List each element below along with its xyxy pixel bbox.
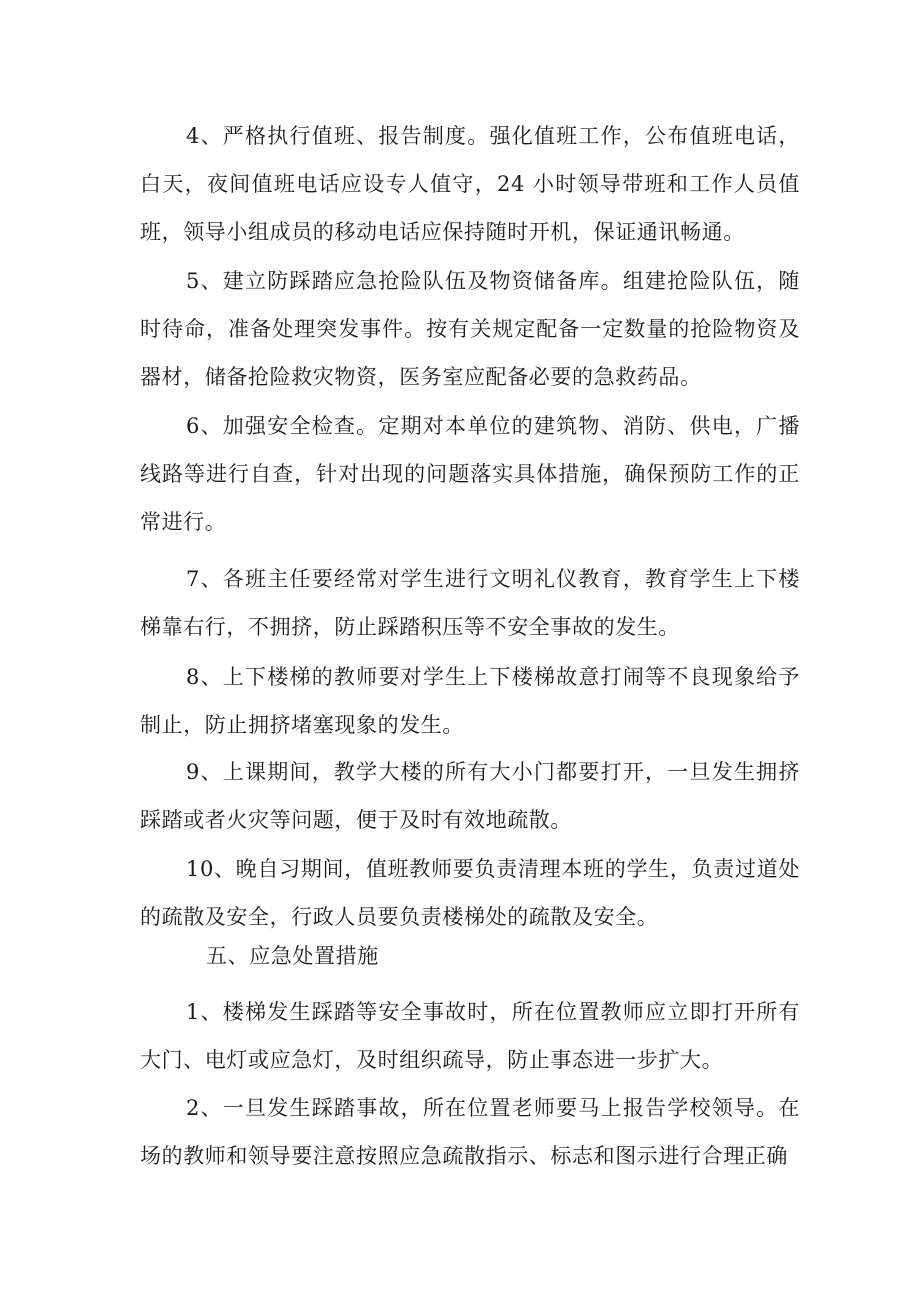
paragraph-10: 10、晚自习期间，值班教师要负责清理本班的学生，负责过道处的疏散及安全，行政人员要负责楼梯处的疏散及安全。	[140, 857, 800, 929]
paragraph-7: 7、各班主任要经常对学生进行文明礼仪教育，教育学生上下楼梯靠右行，不拥挤，防止踩踏积压等不安全事故的发生。	[140, 567, 800, 639]
section-heading: 五、应急处置措施	[206, 944, 379, 968]
paragraph-5: 5、建立防踩踏应急抢险队伍及物资储备库。组建抢险队伍，随时待命，准备处理突发事件。按有关规定配备一定数量的抢险物资及器材，储备抢险救灾物资，医务室应配备必要的急救药品。	[140, 269, 800, 389]
section-paragraph-2: 2、一旦发生踩踏事故，所在位置老师要马上报告学校领导。在场的教师和领导要注意按照应急疏散指示、标志和图示进行合理正确	[140, 1096, 800, 1168]
section-paragraph-1: 1、楼梯发生踩踏等安全事故时，所在位置教师应立即打开所有大门、电灯或应急灯，及时组织疏导，防止事态进一步扩大。	[140, 1000, 800, 1072]
paragraph-8: 8、上下楼梯的教师要对学生上下楼梯故意打闹等不良现象给予制止，防止拥挤堵塞现象的发生。	[140, 665, 800, 737]
paragraph-4: 4、严格执行值班、报告制度。强化值班工作，公布值班电话，白天，夜间值班电话应设专人值守，24 小时领导带班和工作人员值班，领导小组成员的移动电话应保持随时开机，保证通讯畅通。	[140, 124, 800, 244]
paragraph-9: 9、上课期间，教学大楼的所有大小门都要打开，一旦发生拥挤踩踏或者火灾等问题，便于及时有效地疏散。	[140, 760, 800, 832]
paragraph-6: 6、加强安全检查。定期对本单位的建筑物、消防、供电，广播线路等进行自查，针对出现的问题落实具体措施，确保预防工作的正常进行。	[140, 414, 800, 534]
